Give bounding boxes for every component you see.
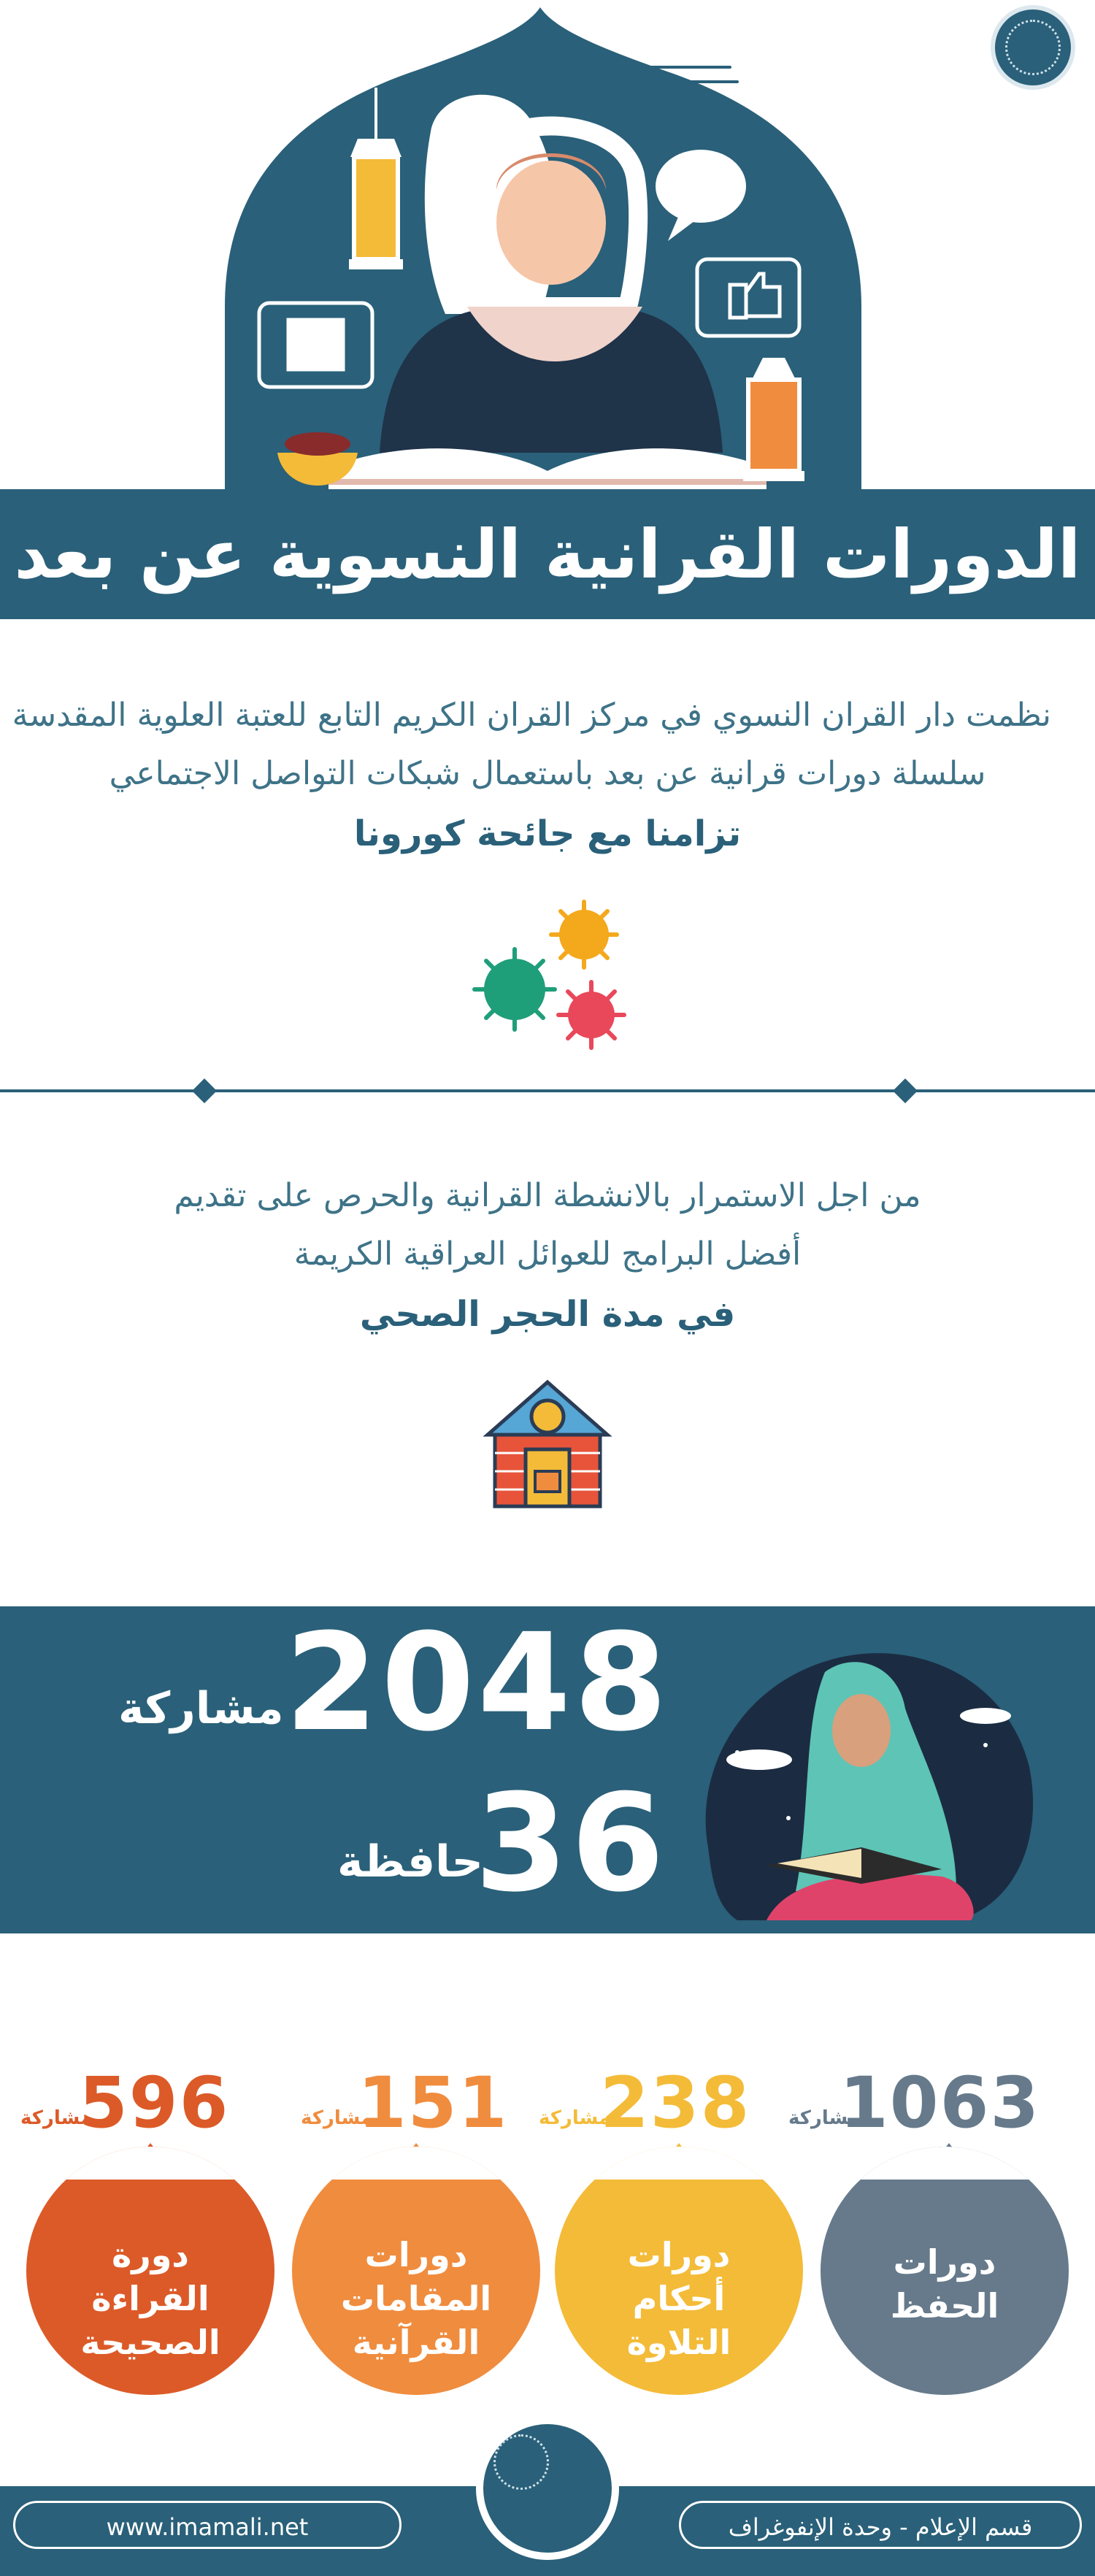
course-2-circle	[555, 2147, 803, 2395]
course-4-count: 596	[79, 2062, 230, 2144]
participants-value: 2048	[285, 1605, 671, 1761]
website-link[interactable]: www.imamali.net	[13, 2501, 402, 2549]
page-title: الدورات القرانية النسوية عن بعد	[14, 515, 1081, 594]
header-illustration	[0, 0, 1095, 489]
credit-label: قسم الإعلام - وحدة الإنفوغراف	[679, 2501, 1082, 2549]
course-2-unit: مشاركة	[539, 2107, 611, 2129]
memorizers-unit: حافظة	[337, 1836, 483, 1887]
praying-woman-illustration	[679, 1628, 1044, 1928]
intro-section	[12, 686, 1051, 865]
course-1-unit: مشاركة	[788, 2107, 861, 2129]
course-2-count: 238	[600, 2062, 751, 2144]
divider-diamond-right	[893, 1078, 918, 1103]
home-lock-icon	[480, 1376, 615, 1511]
course-4-unit: مشاركة	[20, 2107, 93, 2129]
course-4-circle	[26, 2147, 274, 2395]
shrine-logo-footer	[483, 2424, 612, 2553]
intro-line-2: سلسلة دورات قرانية عن بعد باستعمال شبكات التواصل الاجتماعي	[109, 755, 986, 792]
course-3-unit: مشاركة	[301, 2107, 373, 2129]
participants-unit: مشاركة	[118, 1683, 284, 1734]
purpose-line-2: أفضل البرامج للعوائل العراقية الكريمة	[293, 1235, 802, 1273]
course-2-label: دورات أحكام التلاوة	[626, 2235, 731, 2362]
virus-icon	[467, 894, 635, 1055]
intro-highlight: تزامنا مع جائحة كورونا	[353, 813, 742, 854]
purpose-highlight: في مدة الحجر الصحي	[359, 1294, 736, 1335]
course-4-label: دورة القراءة الصحيحة	[80, 2235, 220, 2362]
course-3-circle	[292, 2147, 540, 2395]
divider-diamond-left	[192, 1078, 217, 1103]
purpose-section	[44, 1167, 1051, 1345]
course-3-label: دورات المقامات القرآنية	[340, 2235, 492, 2362]
course-1-label: دورات الحفظ	[890, 2242, 999, 2326]
intro-line-1: نظمت دار القران النسوي في مركز القران الكريم التابع للعتبة العلوية المقدسة	[12, 697, 1051, 734]
title-band	[0, 489, 1095, 619]
section-divider	[0, 1089, 1095, 1092]
course-1-circle	[821, 2147, 1069, 2395]
purpose-line-1: من اجل الاستمرار بالانشطة القرانية والحرص على تقديم	[174, 1177, 921, 1214]
course-3-count: 151	[358, 2062, 509, 2144]
course-1-count: 1063	[840, 2062, 1041, 2144]
memorizers-value: 36	[474, 1766, 668, 1922]
